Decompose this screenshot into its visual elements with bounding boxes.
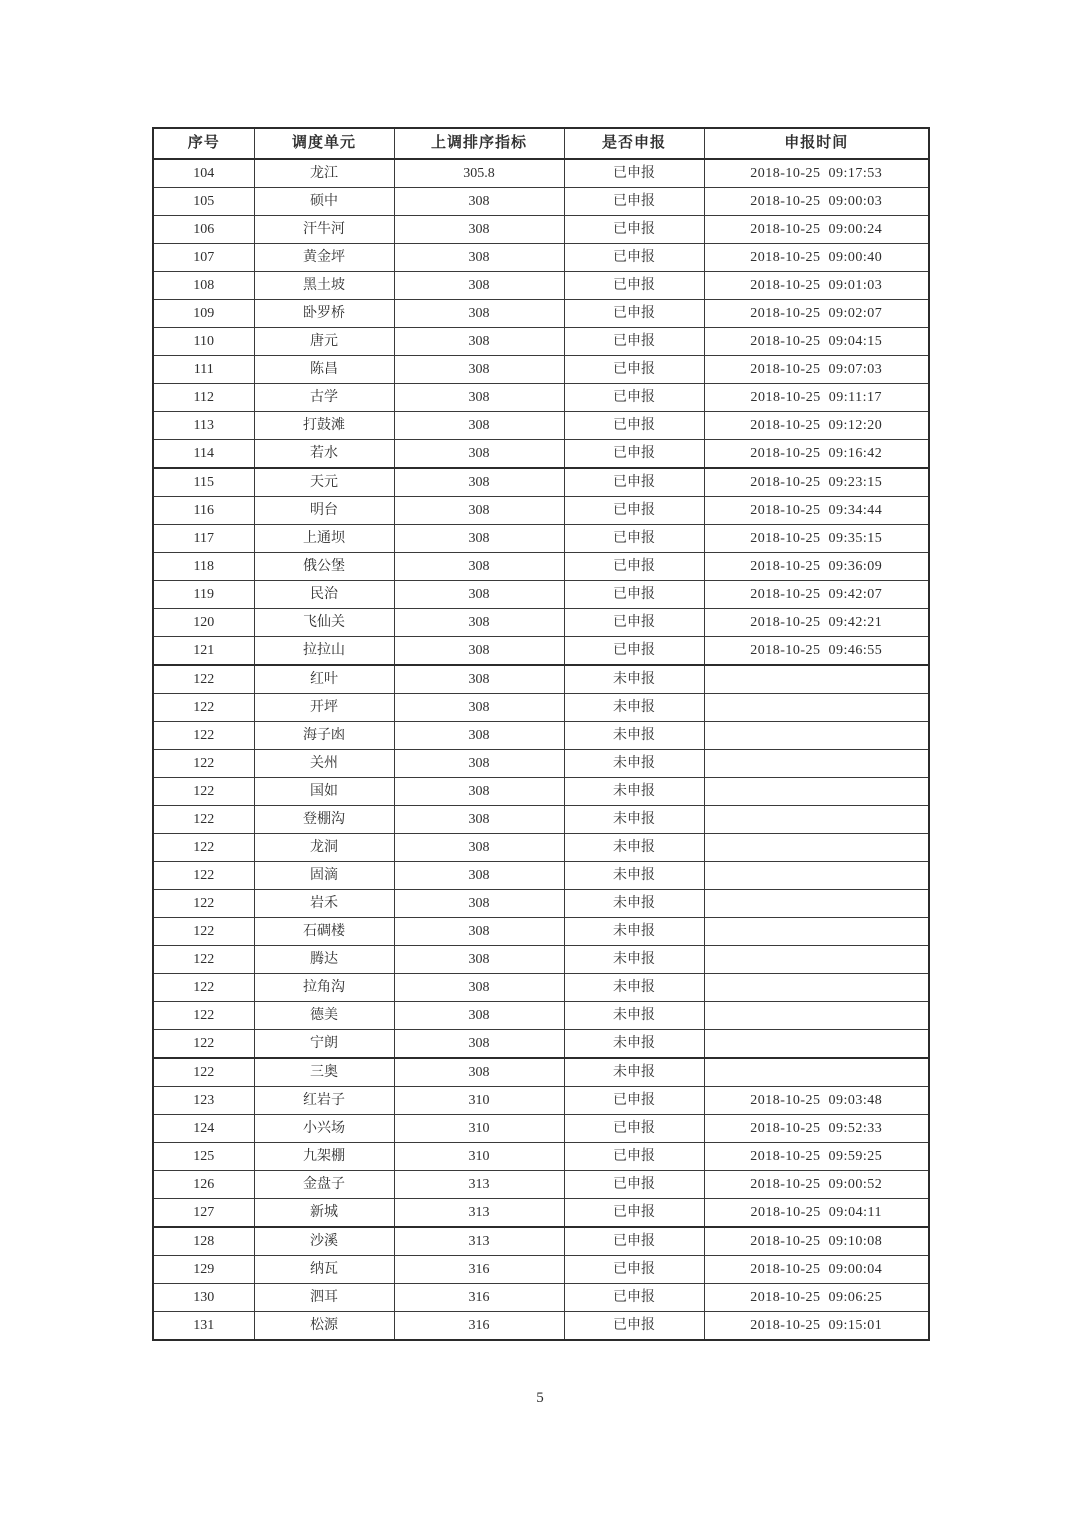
cell-declared: 已申报	[564, 1115, 704, 1143]
table-row	[153, 665, 929, 694]
cell-index: 115	[153, 468, 254, 497]
cell-time	[704, 918, 929, 946]
cell-index: 112	[153, 384, 254, 412]
cell-indicator: 308	[394, 918, 564, 946]
table-row	[153, 244, 929, 272]
table-row	[153, 1058, 929, 1087]
cell-unit: 三奥	[254, 1058, 394, 1087]
cell-time: 2018-10-25 09:02:07	[704, 300, 929, 328]
cell-time: 2018-10-25 09:59:25	[704, 1143, 929, 1171]
table-row	[153, 525, 929, 553]
cell-unit: 九架棚	[254, 1143, 394, 1171]
cell-time: 2018-10-25 09:01:03	[704, 272, 929, 300]
table-row	[153, 637, 929, 666]
cell-time	[704, 694, 929, 722]
cell-index: 105	[153, 188, 254, 216]
table-row	[153, 581, 929, 609]
cell-unit: 关州	[254, 750, 394, 778]
cell-declared: 未申报	[564, 694, 704, 722]
table-body	[153, 159, 929, 1340]
cell-declared: 已申报	[564, 1087, 704, 1115]
cell-unit: 明台	[254, 497, 394, 525]
cell-time	[704, 1002, 929, 1030]
cell-time	[704, 750, 929, 778]
cell-indicator: 308	[394, 553, 564, 581]
cell-unit: 打鼓滩	[254, 412, 394, 440]
cell-time: 2018-10-25 09:52:33	[704, 1115, 929, 1143]
cell-indicator: 310	[394, 1115, 564, 1143]
cell-unit: 古学	[254, 384, 394, 412]
cell-declared: 已申报	[564, 440, 704, 469]
cell-index: 122	[153, 694, 254, 722]
cell-unit: 纳瓦	[254, 1256, 394, 1284]
cell-unit: 俄公堡	[254, 553, 394, 581]
cell-unit: 腾达	[254, 946, 394, 974]
cell-time: 2018-10-25 09:10:08	[704, 1227, 929, 1256]
cell-unit: 海子凼	[254, 722, 394, 750]
cell-time: 2018-10-25 09:15:01	[704, 1312, 929, 1341]
cell-unit: 松源	[254, 1312, 394, 1341]
cell-index: 116	[153, 497, 254, 525]
cell-index: 129	[153, 1256, 254, 1284]
cell-index: 122	[153, 862, 254, 890]
cell-time: 2018-10-25 09:07:03	[704, 356, 929, 384]
cell-index: 114	[153, 440, 254, 469]
table-row	[153, 1115, 929, 1143]
cell-time	[704, 1030, 929, 1059]
cell-index: 126	[153, 1171, 254, 1199]
cell-time: 2018-10-25 09:36:09	[704, 553, 929, 581]
table-row	[153, 553, 929, 581]
cell-unit: 卧罗桥	[254, 300, 394, 328]
cell-index: 106	[153, 216, 254, 244]
cell-declared: 已申报	[564, 384, 704, 412]
cell-index: 122	[153, 946, 254, 974]
table-row	[153, 440, 929, 469]
cell-time	[704, 722, 929, 750]
cell-declared: 已申报	[564, 581, 704, 609]
cell-indicator: 308	[394, 862, 564, 890]
cell-declared: 未申报	[564, 834, 704, 862]
table-row	[153, 918, 929, 946]
cell-declared: 已申报	[564, 1199, 704, 1228]
cell-indicator: 308	[394, 1002, 564, 1030]
cell-time	[704, 665, 929, 694]
cell-index: 130	[153, 1284, 254, 1312]
cell-declared: 未申报	[564, 1058, 704, 1087]
cell-index: 123	[153, 1087, 254, 1115]
header-row	[153, 128, 929, 159]
cell-declared: 已申报	[564, 1312, 704, 1341]
cell-declared: 已申报	[564, 412, 704, 440]
cell-indicator: 308	[394, 581, 564, 609]
cell-index: 122	[153, 806, 254, 834]
cell-time: 2018-10-25 09:03:48	[704, 1087, 929, 1115]
cell-index: 125	[153, 1143, 254, 1171]
table-row	[153, 1199, 929, 1228]
table-row	[153, 497, 929, 525]
cell-unit: 上通坝	[254, 525, 394, 553]
cell-declared: 未申报	[564, 750, 704, 778]
cell-declared: 已申报	[564, 1227, 704, 1256]
cell-indicator: 316	[394, 1256, 564, 1284]
cell-indicator: 308	[394, 497, 564, 525]
table-row	[153, 1312, 929, 1341]
cell-unit: 龙洞	[254, 834, 394, 862]
table-row	[153, 328, 929, 356]
cell-declared: 已申报	[564, 637, 704, 666]
table-row	[153, 1227, 929, 1256]
cell-unit: 唐元	[254, 328, 394, 356]
cell-unit: 天元	[254, 468, 394, 497]
cell-indicator: 310	[394, 1087, 564, 1115]
cell-declared: 已申报	[564, 525, 704, 553]
cell-index: 122	[153, 834, 254, 862]
cell-indicator: 308	[394, 806, 564, 834]
table-row	[153, 1284, 929, 1312]
cell-indicator: 308	[394, 778, 564, 806]
table-row	[153, 1030, 929, 1059]
cell-indicator: 308	[394, 834, 564, 862]
cell-indicator: 308	[394, 1058, 564, 1087]
cell-time: 2018-10-25 09:00:52	[704, 1171, 929, 1199]
table-row	[153, 862, 929, 890]
cell-indicator: 316	[394, 1284, 564, 1312]
cell-indicator: 308	[394, 328, 564, 356]
cell-index: 122	[153, 890, 254, 918]
table-row	[153, 750, 929, 778]
cell-time: 2018-10-25 09:42:21	[704, 609, 929, 637]
cell-indicator: 305.8	[394, 159, 564, 188]
table-row	[153, 1002, 929, 1030]
cell-declared: 未申报	[564, 918, 704, 946]
cell-unit: 开坪	[254, 694, 394, 722]
table-row	[153, 356, 929, 384]
cell-index: 131	[153, 1312, 254, 1341]
table-row	[153, 272, 929, 300]
cell-declared: 未申报	[564, 1002, 704, 1030]
table-row	[153, 1143, 929, 1171]
cell-index: 122	[153, 1030, 254, 1059]
cell-index: 117	[153, 525, 254, 553]
cell-unit: 金盘子	[254, 1171, 394, 1199]
cell-indicator: 308	[394, 188, 564, 216]
cell-declared: 已申报	[564, 356, 704, 384]
cell-time: 2018-10-25 09:34:44	[704, 497, 929, 525]
cell-time	[704, 806, 929, 834]
cell-time: 2018-10-25 09:11:17	[704, 384, 929, 412]
cell-unit: 登棚沟	[254, 806, 394, 834]
cell-indicator: 308	[394, 1030, 564, 1059]
cell-indicator: 308	[394, 216, 564, 244]
cell-indicator: 308	[394, 750, 564, 778]
column-header-unit: 调度单元	[254, 128, 394, 159]
cell-indicator: 316	[394, 1312, 564, 1341]
cell-indicator: 308	[394, 694, 564, 722]
cell-declared: 已申报	[564, 497, 704, 525]
cell-indicator: 308	[394, 384, 564, 412]
cell-declared: 已申报	[564, 468, 704, 497]
cell-index: 121	[153, 637, 254, 666]
cell-declared: 未申报	[564, 778, 704, 806]
cell-unit: 德美	[254, 1002, 394, 1030]
cell-index: 122	[153, 974, 254, 1002]
table-row	[153, 609, 929, 637]
cell-declared: 未申报	[564, 890, 704, 918]
cell-indicator: 313	[394, 1171, 564, 1199]
table-row	[153, 778, 929, 806]
cell-unit: 拉拉山	[254, 637, 394, 666]
cell-index: 110	[153, 328, 254, 356]
table-row	[153, 806, 929, 834]
cell-index: 122	[153, 722, 254, 750]
cell-index: 104	[153, 159, 254, 188]
cell-time: 2018-10-25 09:42:07	[704, 581, 929, 609]
table-row	[153, 468, 929, 497]
cell-unit: 小兴场	[254, 1115, 394, 1143]
cell-index: 122	[153, 1002, 254, 1030]
cell-unit: 宁朗	[254, 1030, 394, 1059]
cell-declared: 已申报	[564, 216, 704, 244]
column-header-declared: 是否申报	[564, 128, 704, 159]
cell-time	[704, 974, 929, 1002]
cell-declared: 未申报	[564, 1030, 704, 1059]
cell-unit: 黄金坪	[254, 244, 394, 272]
cell-indicator: 308	[394, 609, 564, 637]
column-header-index: 序号	[153, 128, 254, 159]
cell-indicator: 310	[394, 1143, 564, 1171]
cell-index: 122	[153, 750, 254, 778]
column-header-indicator: 上调排序指标	[394, 128, 564, 159]
cell-time	[704, 834, 929, 862]
cell-indicator: 308	[394, 637, 564, 666]
cell-declared: 已申报	[564, 244, 704, 272]
cell-time: 2018-10-25 09:00:04	[704, 1256, 929, 1284]
cell-unit: 黑土坡	[254, 272, 394, 300]
cell-declared: 已申报	[564, 328, 704, 356]
declaration-table	[152, 127, 930, 1341]
cell-unit: 固滴	[254, 862, 394, 890]
cell-indicator: 308	[394, 525, 564, 553]
table-header	[153, 128, 929, 159]
cell-declared: 未申报	[564, 946, 704, 974]
cell-declared: 未申报	[564, 974, 704, 1002]
cell-time: 2018-10-25 09:46:55	[704, 637, 929, 666]
cell-unit: 硕中	[254, 188, 394, 216]
page-number: 5	[536, 1390, 544, 1406]
cell-declared: 已申报	[564, 553, 704, 581]
cell-indicator: 308	[394, 244, 564, 272]
cell-time	[704, 862, 929, 890]
cell-index: 122	[153, 1058, 254, 1087]
cell-indicator: 313	[394, 1199, 564, 1228]
cell-indicator: 308	[394, 272, 564, 300]
column-header-time: 申报时间	[704, 128, 929, 159]
cell-indicator: 308	[394, 440, 564, 469]
cell-declared: 未申报	[564, 722, 704, 750]
cell-declared: 已申报	[564, 1143, 704, 1171]
table-row	[153, 384, 929, 412]
cell-unit: 岩禾	[254, 890, 394, 918]
table-row	[153, 159, 929, 188]
cell-indicator: 308	[394, 356, 564, 384]
cell-time	[704, 1058, 929, 1087]
cell-unit: 汗牛河	[254, 216, 394, 244]
cell-declared: 已申报	[564, 1171, 704, 1199]
cell-indicator: 308	[394, 468, 564, 497]
table-row	[153, 1256, 929, 1284]
cell-declared: 已申报	[564, 609, 704, 637]
table-row	[153, 974, 929, 1002]
cell-indicator: 308	[394, 890, 564, 918]
cell-index: 124	[153, 1115, 254, 1143]
cell-time: 2018-10-25 09:04:11	[704, 1199, 929, 1228]
table-row	[153, 188, 929, 216]
cell-unit: 拉角沟	[254, 974, 394, 1002]
cell-time: 2018-10-25 09:23:15	[704, 468, 929, 497]
cell-indicator: 313	[394, 1227, 564, 1256]
cell-declared: 未申报	[564, 806, 704, 834]
cell-index: 120	[153, 609, 254, 637]
table-row	[153, 216, 929, 244]
cell-index: 107	[153, 244, 254, 272]
cell-index: 113	[153, 412, 254, 440]
cell-index: 128	[153, 1227, 254, 1256]
cell-indicator: 308	[394, 300, 564, 328]
cell-index: 127	[153, 1199, 254, 1228]
cell-indicator: 308	[394, 412, 564, 440]
cell-time: 2018-10-25 09:06:25	[704, 1284, 929, 1312]
table-row	[153, 834, 929, 862]
cell-index: 111	[153, 356, 254, 384]
table-row	[153, 946, 929, 974]
cell-time: 2018-10-25 09:04:15	[704, 328, 929, 356]
table-row	[153, 412, 929, 440]
table-row	[153, 890, 929, 918]
cell-time: 2018-10-25 09:12:20	[704, 412, 929, 440]
cell-index: 118	[153, 553, 254, 581]
cell-unit: 国如	[254, 778, 394, 806]
cell-indicator: 308	[394, 946, 564, 974]
cell-declared: 未申报	[564, 665, 704, 694]
cell-unit: 石碉楼	[254, 918, 394, 946]
cell-index: 122	[153, 665, 254, 694]
table-row	[153, 694, 929, 722]
table-row	[153, 1087, 929, 1115]
cell-declared: 已申报	[564, 1256, 704, 1284]
cell-time	[704, 778, 929, 806]
cell-unit: 民治	[254, 581, 394, 609]
cell-time: 2018-10-25 09:00:40	[704, 244, 929, 272]
cell-indicator: 308	[394, 665, 564, 694]
cell-declared: 已申报	[564, 272, 704, 300]
cell-unit: 若水	[254, 440, 394, 469]
cell-index: 109	[153, 300, 254, 328]
cell-unit: 飞仙关	[254, 609, 394, 637]
cell-index: 119	[153, 581, 254, 609]
cell-unit: 陈昌	[254, 356, 394, 384]
cell-time	[704, 946, 929, 974]
table-row	[153, 300, 929, 328]
cell-unit: 红叶	[254, 665, 394, 694]
cell-time: 2018-10-25 09:35:15	[704, 525, 929, 553]
cell-declared: 已申报	[564, 300, 704, 328]
table-row	[153, 722, 929, 750]
cell-declared: 已申报	[564, 188, 704, 216]
cell-unit: 龙江	[254, 159, 394, 188]
cell-time: 2018-10-25 09:17:53	[704, 159, 929, 188]
cell-declared: 已申报	[564, 1284, 704, 1312]
cell-time: 2018-10-25 09:16:42	[704, 440, 929, 469]
cell-unit: 红岩子	[254, 1087, 394, 1115]
cell-index: 122	[153, 918, 254, 946]
cell-indicator: 308	[394, 974, 564, 1002]
cell-unit: 沙溪	[254, 1227, 394, 1256]
cell-declared: 已申报	[564, 159, 704, 188]
cell-declared: 未申报	[564, 862, 704, 890]
cell-unit: 泗耳	[254, 1284, 394, 1312]
cell-time: 2018-10-25 09:00:03	[704, 188, 929, 216]
table-row	[153, 1171, 929, 1199]
cell-indicator: 308	[394, 722, 564, 750]
cell-index: 122	[153, 778, 254, 806]
cell-time: 2018-10-25 09:00:24	[704, 216, 929, 244]
cell-time	[704, 890, 929, 918]
cell-index: 108	[153, 272, 254, 300]
cell-unit: 新城	[254, 1199, 394, 1228]
